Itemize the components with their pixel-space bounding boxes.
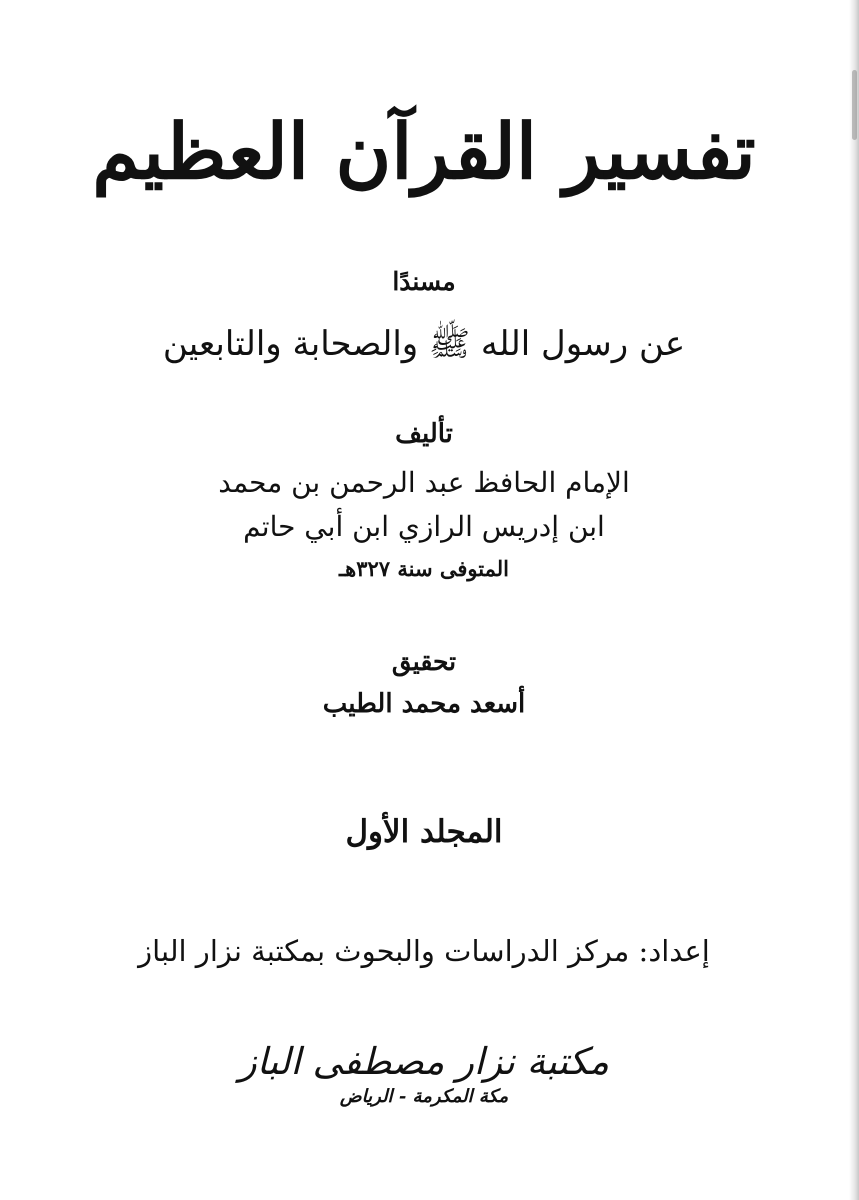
publisher-name: مكتبة نزار مصطفى الباز xyxy=(238,1040,610,1083)
editor-label: تحقيق xyxy=(391,647,457,676)
musnad-label: مسندًا xyxy=(392,267,456,296)
author-name-line-1: الإمام الحافظ عبد الرحمن بن محمد xyxy=(218,466,630,499)
volume-label: المجلد الأول xyxy=(345,814,503,850)
scroll-edge-shadow xyxy=(849,0,859,1200)
scrollbar-thumb[interactable] xyxy=(852,70,857,140)
publisher-cities: مكة المكرمة - الرياض xyxy=(339,1086,509,1107)
preparation-credit: إعداد: مركز الدراسات والبحوث بمكتبة نزار الباز xyxy=(138,934,710,968)
book-title: تفسير القرآن العظيم xyxy=(92,107,756,196)
authorship-label: تأليف xyxy=(395,419,453,449)
book-subtitle: عن رسول الله ﷺ والصحابة والتابعين xyxy=(162,324,686,364)
author-name-line-2: ابن إدريس الرازي ابن أبي حاتم xyxy=(243,510,605,543)
author-death-date: المتوفى سنة ٣٢٧هـ xyxy=(339,556,509,581)
editor-name: أسعد محمد الطيب xyxy=(322,689,526,719)
